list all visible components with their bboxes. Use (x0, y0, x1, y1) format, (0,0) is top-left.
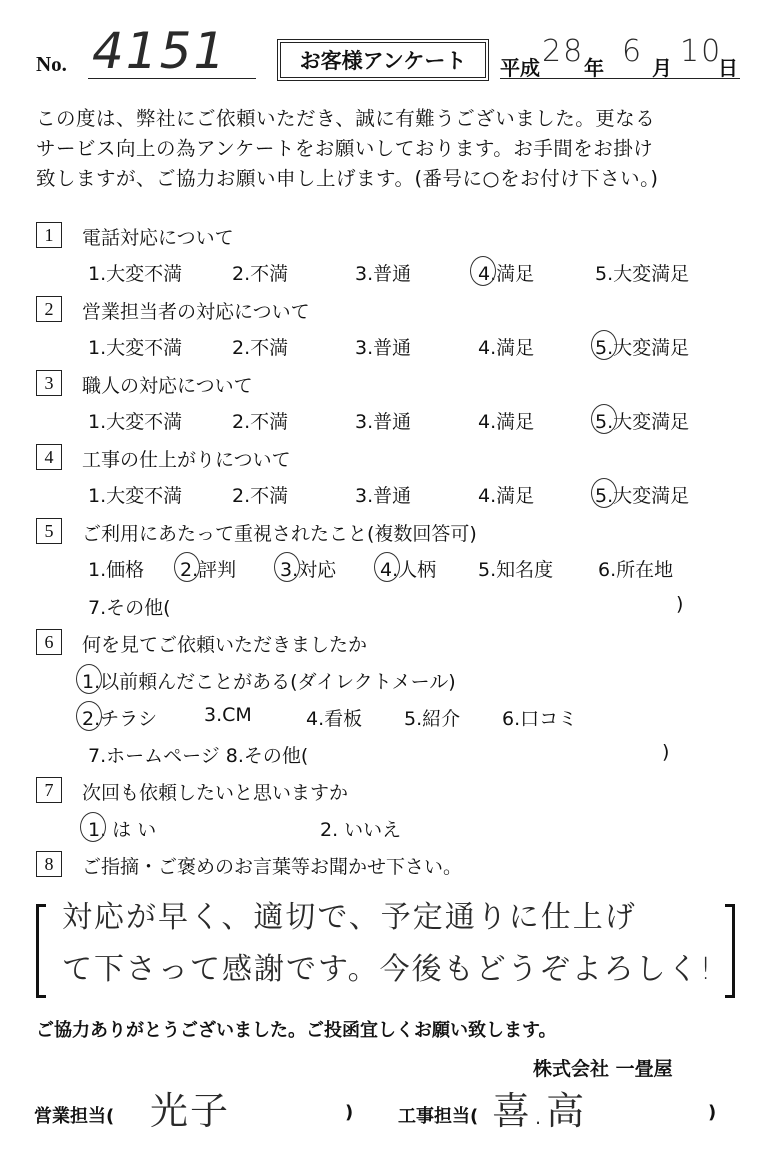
question-text-6: 何を見てご依頼いただきましたか (82, 634, 368, 656)
q6-option-2[interactable]: 2.チラシ (82, 708, 158, 730)
q2-option-4[interactable]: 4.満足 (478, 337, 535, 359)
q6-answer-circle (76, 664, 102, 694)
intro-line: この度は、弊社にご依頼いただき、誠に有難うございました。更なる (36, 107, 656, 130)
q5-option-4[interactable]: 4.人柄 (380, 559, 437, 581)
q1-option-3[interactable]: 3.普通 (355, 263, 412, 285)
q3-option-3[interactable]: 3.普通 (355, 411, 412, 433)
q6-option-5[interactable]: 5.紹介 (404, 708, 461, 730)
question-text-7: 次回も依頼したいと思いますか (82, 782, 349, 804)
survey-title: お客様アンケート (280, 42, 486, 78)
q7-option-no[interactable]: 2. いいえ (320, 819, 402, 841)
q7-option-yes[interactable]: 1. は い (88, 819, 157, 841)
comment-bracket-left (36, 904, 46, 998)
question-number-4: 4 (36, 444, 62, 470)
q3-option-5[interactable]: 5.大変満足 (595, 411, 690, 433)
q5-option-3[interactable]: 3.対応 (280, 559, 337, 581)
date-year-unit: 年 (584, 56, 604, 80)
q7-answer-circle (80, 812, 106, 842)
date-month-value: 6 (622, 34, 644, 69)
q5-option-other[interactable]: 7.その他( (88, 597, 171, 619)
date-era: 平成 (500, 56, 540, 80)
q5-option-1[interactable]: 1.価格 (88, 559, 145, 581)
intro-line: サービス向上の為アンケートをお願いしております。お手間をお掛け (36, 137, 654, 160)
q4-answer-circle (591, 478, 617, 508)
question-number-5: 5 (36, 518, 62, 544)
question-text-5: ご利用にあたって重視されたこと(複数回答可) (82, 523, 477, 545)
question-number-7: 7 (36, 777, 62, 803)
sales-rep-name: 光子 (150, 1089, 231, 1133)
q6-option-4[interactable]: 4.看板 (306, 708, 363, 730)
question-number-3: 3 (36, 370, 62, 396)
q5-answer-circle (174, 552, 200, 582)
comment-bracket-right (725, 904, 735, 998)
question-text-3: 職人の対応について (82, 375, 253, 397)
q4-option-2[interactable]: 2.不満 (232, 485, 289, 507)
question-text-1: 電話対応について (82, 227, 234, 249)
intro-paragraph (36, 104, 746, 194)
q2-option-2[interactable]: 2.不満 (232, 337, 289, 359)
q5-answer-circle (274, 552, 300, 582)
date-year-value: 28 (542, 34, 585, 69)
q2-option-3[interactable]: 3.普通 (355, 337, 412, 359)
q2-option-1[interactable]: 1.大変不満 (88, 337, 183, 359)
q2-option-5[interactable]: 5.大変満足 (595, 337, 690, 359)
q1-option-5[interactable]: 5.大変満足 (595, 263, 690, 285)
q3-option-1[interactable]: 1.大変不満 (88, 411, 183, 433)
q4-option-4[interactable]: 4.満足 (478, 485, 535, 507)
date-day-value: 10 (680, 34, 723, 69)
construction-rep-close: ) (708, 1102, 717, 1123)
q5-option-6[interactable]: 6.所在地 (598, 559, 674, 581)
company-name: 株式会社 一畳屋 (533, 1058, 673, 1080)
date-day-unit: 日 (718, 56, 738, 80)
q1-answer-circle (470, 256, 496, 286)
question-number-2: 2 (36, 296, 62, 322)
q6-option-1[interactable]: 1.以前頼んだことがある(ダイレクトメール) (82, 671, 456, 693)
q6-answer-circle (76, 701, 102, 731)
question-text-8: ご指摘・ご褒めのお言葉等お聞かせ下さい。 (82, 856, 463, 878)
q1-option-4[interactable]: 4.満足 (478, 263, 535, 285)
question-text-4: 工事の仕上がりについて (82, 449, 291, 471)
q3-answer-circle (591, 404, 617, 434)
q4-option-5[interactable]: 5.大変満足 (595, 485, 690, 507)
q3-option-4[interactable]: 4.満足 (478, 411, 535, 433)
q1-option-1[interactable]: 1.大変不満 (88, 263, 183, 285)
comment-handwritten-line-2: て下さって感謝です。今後もどうぞよろしく! (62, 952, 714, 987)
comment-handwritten-line-1: 対応が早く、適切で、予定通りに仕上げ (62, 900, 637, 935)
q6-option-3[interactable]: 3.CM (204, 704, 252, 726)
q1-option-2[interactable]: 2.不満 (232, 263, 289, 285)
q6-other-close: ) (662, 741, 670, 763)
intro-line: 致しますが、ご協力お願い申し上げます。(番号に○をお付け下さい。) (36, 167, 659, 190)
survey-number-value: 4151 (92, 22, 228, 80)
construction-rep-name: 喜.高 (492, 1089, 587, 1133)
sales-rep-label: 営業担当( (34, 1106, 115, 1127)
question-text-2: 営業担当者の対応について (82, 301, 310, 323)
survey-number-label: No. (36, 52, 67, 76)
sales-rep-close: ) (345, 1102, 354, 1123)
question-number-8: 8 (36, 851, 62, 877)
q4-option-1[interactable]: 1.大変不満 (88, 485, 183, 507)
q6-option-7-8[interactable]: 7.ホームページ 8.その他( (88, 745, 309, 767)
q5-option-5[interactable]: 5.知名度 (478, 559, 554, 581)
q3-option-2[interactable]: 2.不満 (232, 411, 289, 433)
q6-option-6[interactable]: 6.口コミ (502, 708, 578, 730)
question-number-6: 6 (36, 629, 62, 655)
thanks-message: ご協力ありがとうございました。ご投函宜しくお願い致します。 (36, 1020, 557, 1041)
q5-other-close: ) (676, 593, 684, 615)
construction-rep-label: 工事担当( (398, 1106, 479, 1127)
q5-option-2[interactable]: 2.評判 (180, 559, 237, 581)
q4-option-3[interactable]: 3.普通 (355, 485, 412, 507)
q5-answer-circle (374, 552, 400, 582)
question-number-1: 1 (36, 222, 62, 248)
q2-answer-circle (591, 330, 617, 360)
date-month-unit: 月 (652, 56, 672, 80)
